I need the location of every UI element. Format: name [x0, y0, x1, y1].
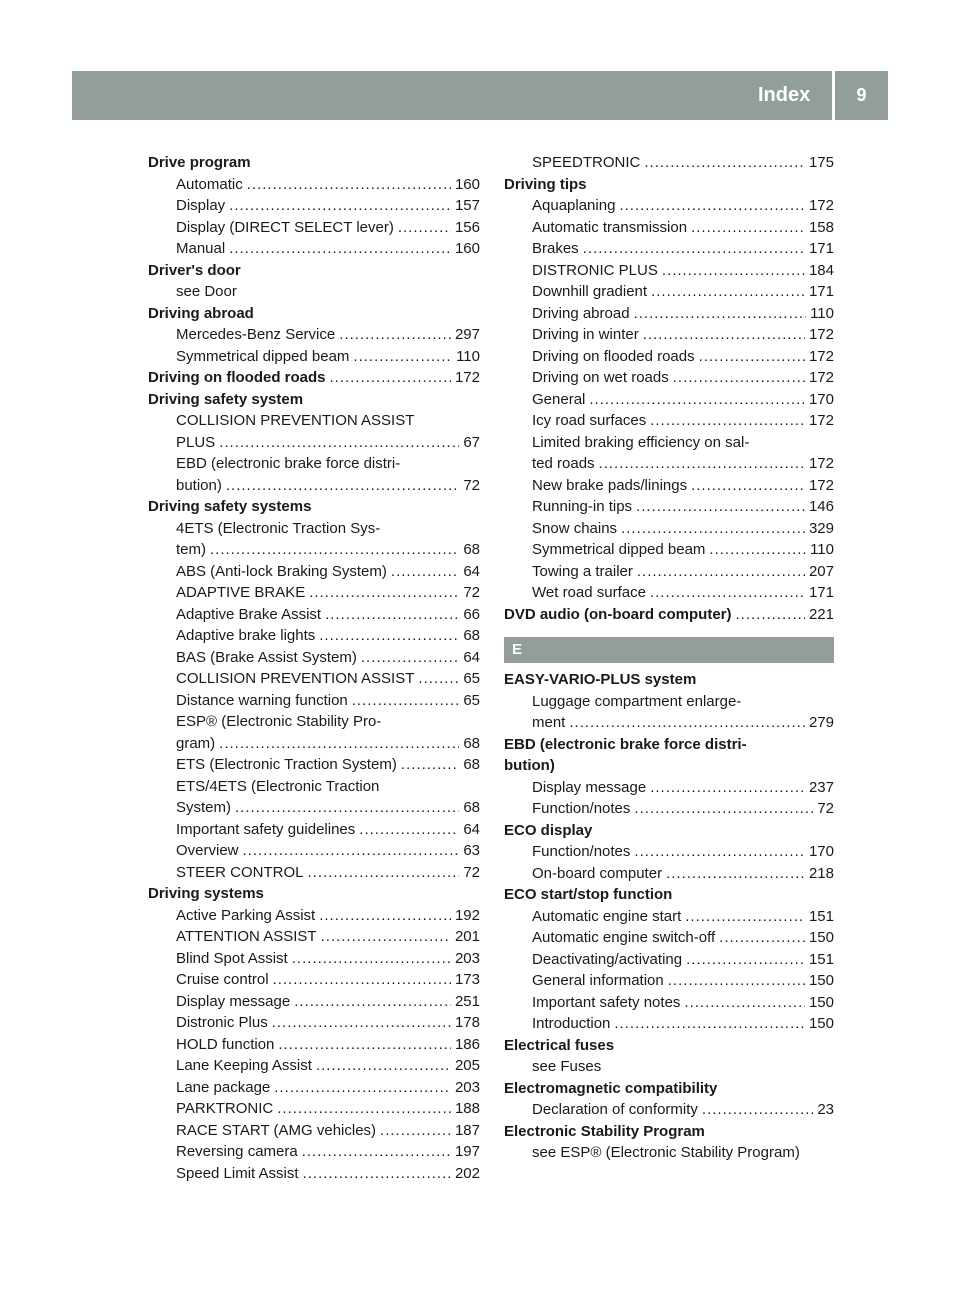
index-entry[interactable]: Automatic engine start ..... 151 [504, 906, 834, 928]
index-entry[interactable]: ted roads ..... 172 [504, 453, 834, 475]
index-see-reference[interactable]: see ESP® (Electronic Stability Program) [532, 1144, 800, 1161]
index-entry[interactable]: Lane package ..... 203 [148, 1077, 480, 1099]
index-entry[interactable]: Adaptive Brake Assist ..... 66 [148, 604, 480, 626]
page-number: 9 [856, 85, 867, 105]
index-entry[interactable]: Running-in tips ..... 146 [504, 496, 834, 518]
index-entry[interactable]: Display message ..... 237 [504, 777, 834, 799]
index-heading: Driving tips [504, 175, 587, 193]
index-entry[interactable]: Automatic transmission ..... 158 [504, 217, 834, 239]
index-entry[interactable]: Manual ..... 160 [148, 238, 480, 260]
index-entry[interactable]: Icy road surfaces ..... 172 [504, 410, 834, 432]
index-column-left [148, 152, 480, 1184]
index-entry[interactable]: Driving on flooded roads ..... 172 [504, 346, 834, 368]
index-heading: Driving safety systems [148, 498, 312, 515]
index-heading: Electromagnetic compatibility [504, 1079, 718, 1097]
index-heading: EBD (electronic brake force distri- [504, 735, 747, 753]
index-entry[interactable]: DISTRONIC PLUS ..... 184 [504, 260, 834, 282]
index-entry[interactable]: Mercedes-Benz Service ..... 297 [148, 324, 480, 346]
index-heading: Drive program [148, 154, 251, 171]
index-entry[interactable]: On-board computer ..... 218 [504, 863, 834, 885]
index-entry[interactable]: ATTENTION ASSIST ..... 201 [148, 926, 480, 948]
index-heading: Driver's door [148, 261, 241, 279]
index-column-right [504, 152, 834, 1164]
index-entry[interactable]: HOLD function ..... 186 [148, 1034, 480, 1056]
index-entry[interactable]: Driving abroad ..... 110 [504, 303, 834, 325]
index-entry[interactable]: Function/notes ..... 170 [504, 841, 834, 863]
index-heading: Driving systems [148, 885, 264, 902]
index-heading-entry[interactable]: Driving on flooded roads ..... 172 [148, 367, 480, 389]
index-entry-wrap[interactable]: Luggage compartment enlarge- [532, 692, 742, 710]
index-entry[interactable]: ment ..... 279 [504, 712, 834, 734]
index-entry[interactable]: Function/notes ..... 72 [504, 798, 834, 820]
index-entry[interactable]: Lane Keeping Assist ..... 205 [148, 1055, 480, 1077]
index-entry[interactable]: Deactivating/activating ..... 151 [504, 949, 834, 971]
index-entry[interactable]: Distance warning function ..... 65 [148, 690, 480, 712]
index-entry-wrap[interactable]: 4ETS (Electronic Traction Sys- [176, 519, 381, 537]
index-entry-wrap[interactable]: COLLISION PREVENTION ASSIST [176, 412, 415, 429]
index-entry[interactable]: STEER CONTROL ..... 72 [148, 862, 480, 884]
index-entry[interactable]: Overview ..... 63 [148, 840, 480, 862]
index-entry[interactable]: ETS (Electronic Traction System) ..... 68 [148, 754, 480, 776]
index-entry-wrap[interactable]: EBD (electronic brake force distri- [176, 455, 401, 472]
section-letter-bar: E [504, 637, 834, 663]
index-heading: Driving abroad [148, 304, 254, 322]
index-entry[interactable]: Downhill gradient ..... 171 [504, 281, 834, 303]
index-entry[interactable]: bution) ..... 72 [148, 475, 480, 497]
index-entry[interactable]: SPEEDTRONIC ..... 175 [504, 152, 834, 174]
index-heading: ECO start/stop function [504, 886, 673, 903]
index-entry[interactable]: Speed Limit Assist ..... 202 [148, 1163, 480, 1185]
index-entry[interactable]: Driving in winter ..... 172 [504, 324, 834, 346]
index-entry-wrap[interactable]: ETS/4ETS (Electronic Traction [176, 777, 380, 795]
index-heading-entry[interactable]: DVD audio (on-board computer) ..... 221 [504, 604, 834, 626]
index-entry[interactable]: Adaptive brake lights ..... 68 [148, 625, 480, 647]
index-entry[interactable]: Declaration of conformity ..... 23 [504, 1099, 834, 1121]
index-entry[interactable]: New brake pads/linings ..... 172 [504, 475, 834, 497]
index-entry[interactable]: Important safety notes ..... 150 [504, 992, 834, 1014]
index-heading: EASY-VARIO-PLUS system [504, 671, 697, 688]
index-entry[interactable]: ABS (Anti-lock Braking System) ..... 64 [148, 561, 480, 583]
index-entry[interactable]: Cruise control ..... 173 [148, 969, 480, 991]
index-entry[interactable]: ADAPTIVE BRAKE ..... 72 [148, 582, 480, 604]
index-entry[interactable]: Distronic Plus ..... 178 [148, 1012, 480, 1034]
index-entry-wrap[interactable]: Limited braking efficiency on sal- [532, 433, 750, 451]
index-entry[interactable]: Wet road surface ..... 171 [504, 582, 834, 604]
index-heading: Electronic Stability Program [504, 1122, 705, 1140]
index-entry[interactable]: RACE START (AMG vehicles) ..... 187 [148, 1120, 480, 1142]
index-entry[interactable]: Snow chains ..... 329 [504, 518, 834, 540]
index-entry[interactable]: PARKTRONIC ..... 188 [148, 1098, 480, 1120]
index-heading: Electrical fuses [504, 1036, 615, 1054]
index-heading: ECO display [504, 821, 593, 839]
index-entry[interactable]: tem) ..... 68 [148, 539, 480, 561]
index-entry[interactable]: System) ..... 68 [148, 797, 480, 819]
index-entry[interactable]: Aquaplaning ..... 172 [504, 195, 834, 217]
index-entry[interactable]: Symmetrical dipped beam ..... 110 [504, 539, 834, 561]
index-entry[interactable]: Introduction ..... 150 [504, 1013, 834, 1035]
index-entry[interactable]: Towing a trailer ..... 207 [504, 561, 834, 583]
index-entry[interactable]: Active Parking Assist ..... 192 [148, 905, 480, 927]
index-entry[interactable]: Reversing camera ..... 197 [148, 1141, 480, 1163]
index-entry[interactable]: BAS (Brake Assist System) ..... 64 [148, 647, 480, 669]
index-entry[interactable]: General ..... 170 [504, 389, 834, 411]
index-entry[interactable]: Automatic engine switch-off ..... 150 [504, 927, 834, 949]
index-entry[interactable]: Brakes ..... 171 [504, 238, 834, 260]
index-entry[interactable]: General information ..... 150 [504, 970, 834, 992]
index-entry[interactable]: Display message ..... 251 [148, 991, 480, 1013]
index-heading: bution) [504, 757, 555, 774]
index-entry[interactable]: Display (DIRECT SELECT lever) ..... 156 [148, 217, 480, 239]
page-section-title: Index [758, 84, 811, 106]
index-entry[interactable]: PLUS ..... 67 [148, 432, 480, 454]
index-entry[interactable]: Driving on wet roads ..... 172 [504, 367, 834, 389]
index-entry[interactable]: Display ..... 157 [148, 195, 480, 217]
index-see-reference[interactable]: see Fuses [532, 1058, 602, 1075]
index-entry[interactable]: gram) ..... 68 [148, 733, 480, 755]
index-see-reference[interactable]: see Door [176, 283, 237, 300]
index-entry[interactable]: COLLISION PREVENTION ASSIST ..... 65 [148, 668, 480, 690]
index-heading: Driving safety system [148, 390, 304, 408]
index-entry[interactable]: Blind Spot Assist ..... 203 [148, 948, 480, 970]
index-entry-wrap[interactable]: ESP® (Electronic Stability Pro- [176, 713, 382, 730]
index-entry[interactable]: Automatic ..... 160 [148, 174, 480, 196]
index-entry[interactable]: Symmetrical dipped beam ..... 110 [148, 346, 480, 368]
index-entry[interactable]: Important safety guidelines ..... 64 [148, 819, 480, 841]
